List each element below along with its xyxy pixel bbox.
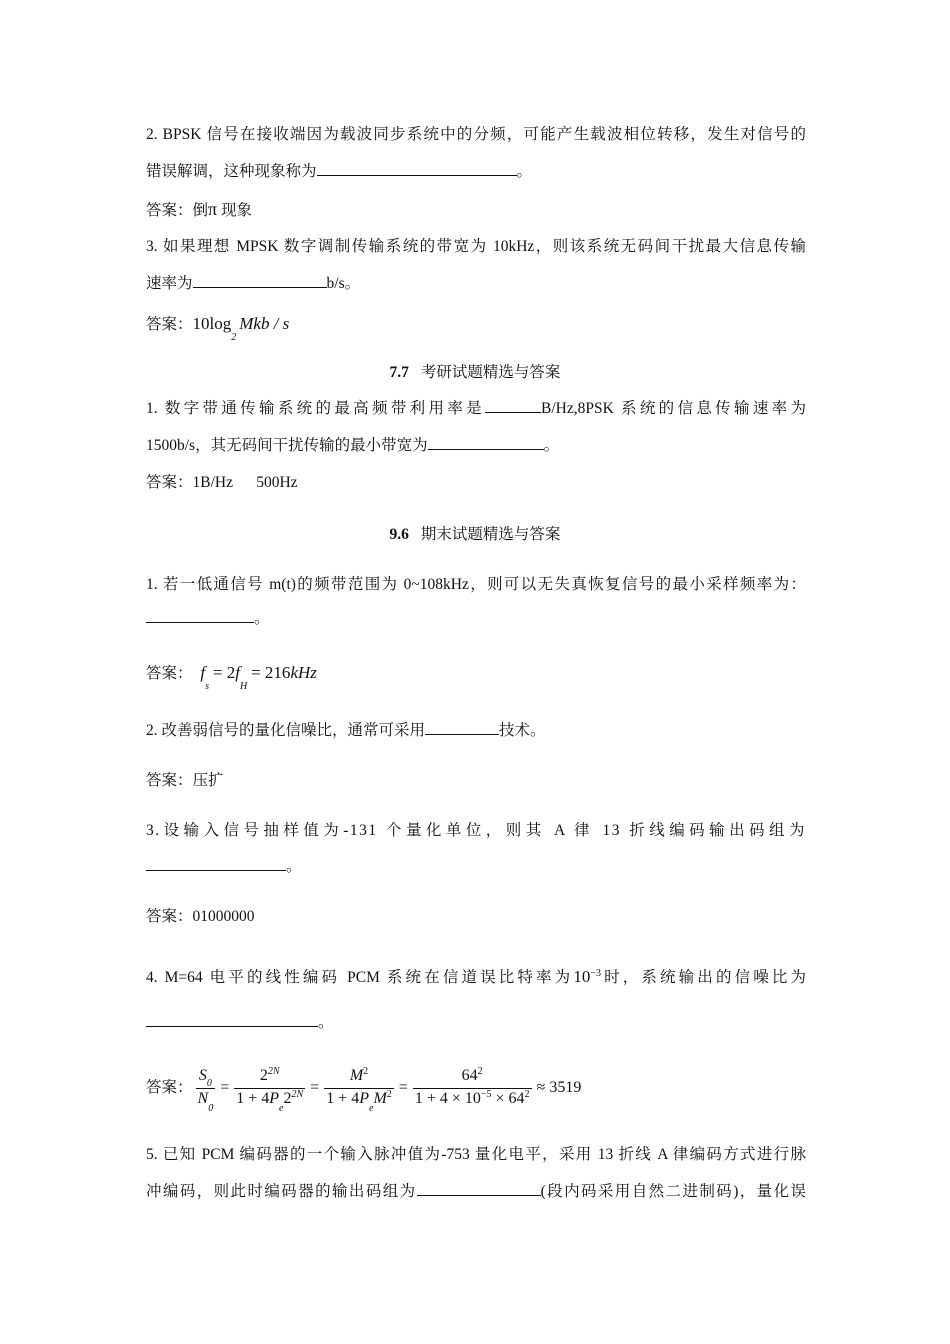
question-9-6-4-line2: 。	[146, 1012, 806, 1034]
question-9-6-5-line2: 冲编码，则此时编码器的输出码组为 (段内码采用自然二进制码)，量化误	[146, 1183, 806, 1200]
answer-blank	[428, 435, 544, 450]
question-7-7-1-line1: 1. 数字带通传输系统的最高频带利用率是 B/Hz,8PSK 系统的信息传输速率为	[146, 400, 806, 417]
fraction-m2: $\frac{M^2}{1 + 4P_eM^2}$	[326, 1065, 392, 1114]
fraction-2-2n: $\frac{2^{2N}}{1 + 4P_e2^{2N}}$	[236, 1065, 304, 1114]
question-9-6-3-line2: 。	[146, 856, 806, 878]
fraction-64: $\frac{64^2}{1 + 4 \times 10^{-5} \times 64^2}$	[414, 1065, 530, 1107]
question-9-6-4-line1: 4. M=64 电平的线性编码 PCM 系统在信道误比特率为$10^{-3}$时，系统输出的信噪比为	[146, 967, 807, 986]
answer-blank	[193, 273, 327, 288]
section-heading-9-6: 9.6 期末试题精选与答案	[389, 526, 561, 543]
question-mpsk-line1: 3. 如果理想 MPSK 数字调制传输系统的带宽为 10kHz，则该系统无码间干扰最大信息传输	[146, 238, 806, 255]
answer-blank	[485, 398, 541, 413]
question-mpsk-line2: 速率为 b/s。	[146, 275, 361, 292]
question-9-6-5-line1: 5. 已知 PCM 编码器的一个输入脉冲值为-753 量化电平，采用 13 折线 A 律编码方式进行脉	[146, 1146, 806, 1163]
question-9-6-1-line2: 。	[146, 608, 806, 630]
answer-7-7-1: 答案：1B/Hz 500Hz	[146, 474, 298, 491]
answer-9-6-1: 答案： $f_s = 2f_H = 216kHz$	[146, 663, 317, 692]
answer-9-6-2: 答案：压扩	[146, 772, 224, 789]
answer-blank	[417, 1181, 541, 1196]
answer-blank	[146, 608, 254, 623]
question-bpsk-line1: 2. BPSK 信号在接收端因为载波同步系统中的分频，可能产生载波相位转移，发生对信号的	[146, 126, 806, 143]
section-heading-7-7: 7.7 考研试题精选与答案	[389, 364, 561, 381]
answer-blank	[317, 161, 517, 176]
question-9-6-1-line1: 1. 若一低通信号 m(t)的频带范围为 0~108kHz，则可以无失真恢复信号的最小采样频率为：	[146, 576, 806, 593]
question-7-7-1-line2: 1500b/s，其无码间干扰传输的最小带宽为 。	[146, 437, 560, 454]
fraction-s0-n0: $\frac{S_0}{N_0}$	[197, 1066, 214, 1114]
question-9-6-3-line1: 3.设输入信号抽样值为-131 个量化单位，则其 A 律 13 折线编码输出码组为	[146, 822, 806, 839]
answer-9-6-3: 答案：01000000	[146, 908, 255, 925]
answer-9-6-4: 答案： $\frac{S_0}{N_0}$ = $\frac{2^{2N}}{1 + 4P_e2^{2N}}$ = $\frac{M^2}{1 + 4P_eM^2}$ = $\frac{64^2}{1 + 4 \times 10^{-5} \times 64^2}$ ≈ 3519	[146, 1065, 582, 1114]
question-9-6-2: 2. 改善弱信号的量化信噪比，通常可采用 技术。	[146, 722, 546, 739]
answer-blank	[425, 720, 499, 735]
answer-blank	[146, 1012, 318, 1027]
answer-mpsk: 答案：$10\log_2Mkb$ / s	[146, 314, 290, 343]
answer-blank	[146, 856, 286, 871]
answer-bpsk: 答案：倒π 现象	[146, 199, 252, 219]
question-bpsk-line2: 错误解调，这种现象称为 。	[146, 163, 533, 180]
